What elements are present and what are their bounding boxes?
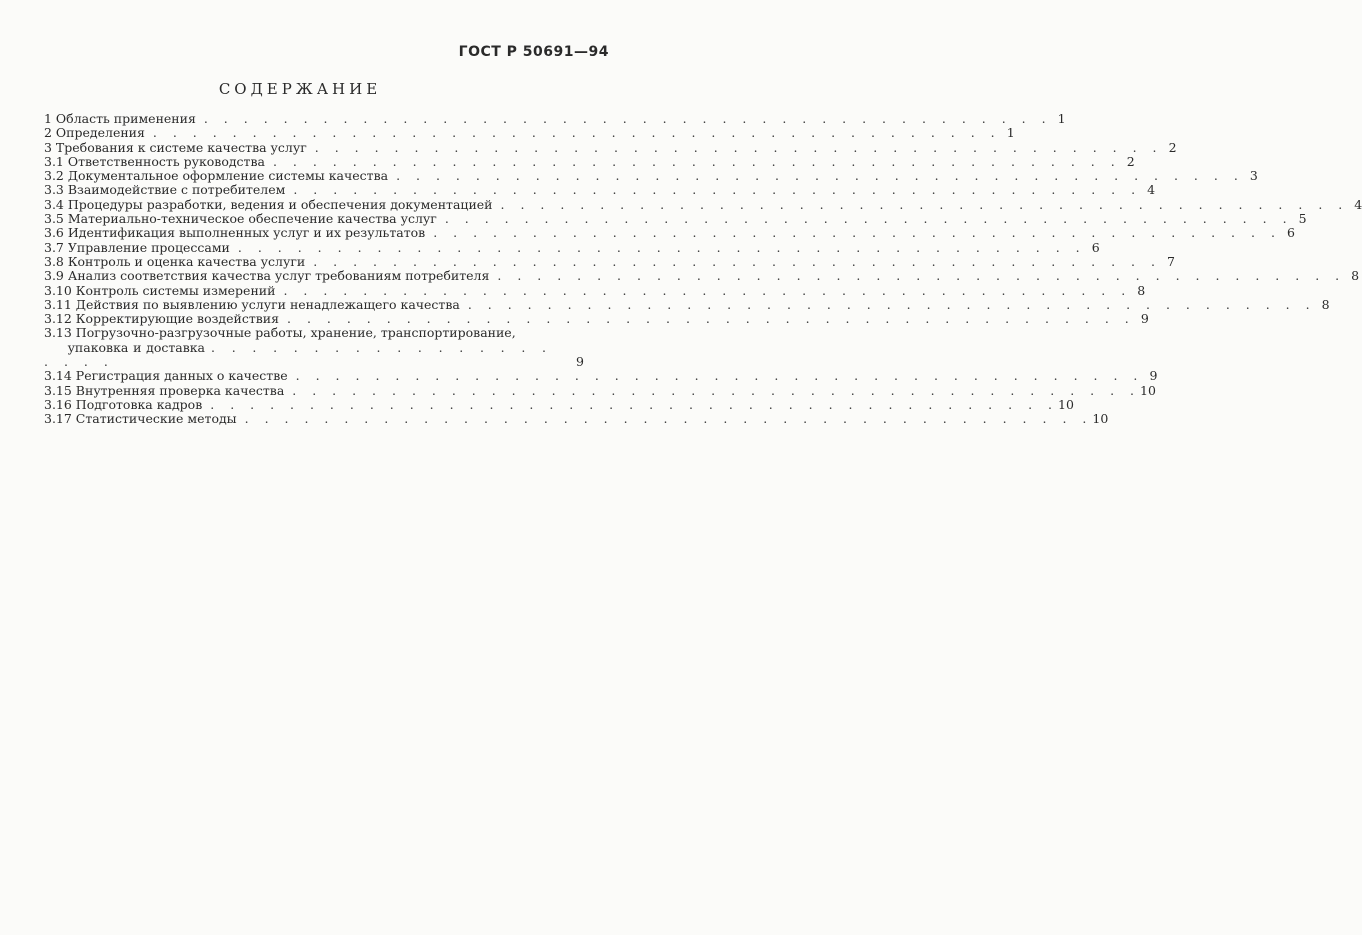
toc-entry-page: 9 [1140,311,1149,327]
toc-entry-12 [44,268,1360,284]
dot-leader: . . . . . . . . . . . . . . . . . . . . . . . . . . . . . . . . . . . . . . . . . . . [396,168,1244,184]
toc-entry-label: 3.4 Процедуры разработки, ведения и обеспечения документацией [44,196,493,212]
toc-entry-label: 3.11 Действия по выявлению услуги ненадлежащего качества [44,296,460,312]
toc-entry-20 [44,411,1109,427]
toc-entry-9 [44,225,1295,241]
toc-entry-18 [44,382,1156,398]
toc-entry-page: 2 [1168,139,1177,155]
dot-leader: . . . . . . . . . . . . . . . . . . . . . . . . . . . . . . . . . . . . . . . . . . . [203,111,1052,126]
toc-entry-6 [44,182,1156,198]
toc-entry-page: 6 [1091,239,1100,255]
dot-leader: . . . . . . . . . . . . . . . . . . . . . . . . . . . . . . . . . . . . . . . . . . . [293,182,1142,198]
toc-entry-label: 3.2 Документальное оформление системы качества [44,168,389,184]
toc-entry-page: 2 [1126,153,1135,169]
toc-entry-page: 5 [1298,211,1307,227]
dot-leader: . . . . . . . . . . . . . . . . . . . . . . . . . . . . . . . . . . . . . . . . . . . [244,411,1093,427]
toc-entry-page: 3 [1249,168,1258,184]
toc-entry-page: 9 [1149,368,1158,384]
toc-entry-label: 3.6 Идентификация выполненных услуг и их результатов [44,225,426,241]
toc-entry-page: 8 [1351,268,1360,284]
toc-title: СОДЕРЖАНИЕ [218,80,382,98]
toc-entry-2 [44,125,1015,141]
dot-leader: . . . . . . . . . . . . . . . . . . . . . . . . . . . . . . . . . . . . . . . . . . . [272,153,1121,169]
dot-leader: . . . . . . . . . . . . . . . . . . . . . . . . . . . . . . . . . . . . . . . . . . . [467,296,1316,312]
dot-leader: . . . . . . . . . . . . . . . . . . . . . [44,339,552,370]
toc-entry-label: 3.3 Взаимодействие с потребителем [44,182,286,198]
toc-entry-page: 10 [1092,411,1109,427]
toc-entry-4 [44,153,1135,169]
dot-leader: . . . . . . . . . . . . . . . . . . . . . . . . . . . . . . . . . . . . . . . . . . . [313,253,1161,269]
dot-leader: . . . . . . . . . . . . . . . . . . . . . . . . . . . . . . . . . . . . . . . . . . . [314,139,1163,155]
toc-entry-page: 10 [1058,396,1074,412]
toc-entry-label-line1: 3.13 Погрузочно-разгрузочные работы, хранение, транспортирование, [44,325,516,341]
toc-entry-16 [44,326,584,369]
toc-entry-8 [44,211,1307,227]
dot-leader: . . . . . . . . . . . . . . . . . . . . . . . . . . . . . . . . . . . . . . . . . . . [433,225,1281,241]
toc-entry-label: 1 Область применения [44,111,196,126]
dot-leader: . . . . . . . . . . . . . . . . . . . . . . . . . . . . . . . . . . . . . . . . . . . [287,311,1135,327]
toc-entry-19 [44,396,1074,412]
toc-entry-page: 7 [1167,253,1175,269]
toc-entry-label-line2-text: упаковка и доставка [67,339,206,355]
dot-leader: . . . . . . . . . . . . . . . . . . . . . . . . . . . . . . . . . . . . . . . . . . . [283,282,1132,298]
toc-entry-10 [44,239,1100,255]
toc-entry-label: 3.9 Анализ соответствия качества услуг требованиям потребителя [44,268,490,284]
dot-leader: . . . . . . . . . . . . . . . . . . . . . . . . . . . . . . . . . . . . . . . . . . . [500,196,1349,212]
dot-leader: . . . . . . . . . . . . . . . . . . . . . . . . . . . . . . . . . . . . . . . . . . . [295,368,1144,384]
dot-leader: . . . . . . . . . . . . . . . . . . . . . . . . . . . . . . . . . . . . . . . . . . . [444,211,1293,227]
toc-entry-label [44,326,570,369]
toc-entry-11 [44,253,1175,269]
dot-leader: . . . . . . . . . . . . . . . . . . . . . . . . . . . . . . . . . . . . . . . . . . . [497,268,1346,284]
toc-entry-14 [44,296,1330,312]
toc-entry-5 [44,168,1258,184]
toc-entry-label: 3.7 Управление процессами [44,239,230,255]
toc-entry-page: 9 [576,354,584,370]
document-code: ГОСТ Р 50691—94 [458,44,609,60]
toc-entry-page: 8 [1137,282,1146,298]
toc-entry-label: 3.15 Внутренняя проверка качества [44,382,285,398]
toc-entry-page: 4 [1147,182,1156,198]
toc-entry-page: 1 [1006,125,1015,141]
toc-entry-3 [44,139,1177,155]
dot-leader: . . . . . . . . . . . . . . . . . . . . . . . . . . . . . . . . . . . . . . . . . . . [152,125,1001,141]
toc-entry-label: 3.17 Статистические методы [44,411,237,427]
toc-entry-label: 2 Определения [44,125,145,141]
toc-entry-page: 6 [1286,225,1295,241]
toc-entry-label-line2 [44,341,552,370]
table-of-contents [44,111,1362,427]
toc-entry-1 [44,111,1066,126]
toc-entry-label: 3.14 Регистрация данных о качестве [44,368,288,384]
toc-entry-label: 3.16 Подготовка кадров [44,396,203,412]
toc-entry-page: 1 [1057,111,1066,126]
toc-entry-15 [44,311,1149,327]
toc-entry-label: 3.12 Корректирующие воздействия [44,311,280,327]
dot-leader: . . . . . . . . . . . . . . . . . . . . . . . . . . . . . . . . . . . . . . . . . . . [210,396,1058,412]
toc-entry-label: 3 Требования к системе качества услуг [44,139,307,155]
toc-entry-page: 4 [1354,196,1362,212]
toc-entry-13 [44,282,1146,298]
toc-entry-label: 3.5 Материально-техническое обеспечение качества услуг [44,211,437,227]
toc-entry-7 [44,196,1362,212]
toc-entry-17 [44,368,1158,384]
dot-leader: . . . . . . . . . . . . . . . . . . . . . . . . . . . . . . . . . . . . . . . . . . . [292,382,1141,398]
toc-entry-label: 3.1 Ответственность руководства [44,153,265,169]
dot-leader: . . . . . . . . . . . . . . . . . . . . . . . . . . . . . . . . . . . . . . . . . . . [237,239,1086,255]
toc-entry-label: 3.8 Контроль и оценка качества услуги [44,253,306,269]
toc-entry-page: 8 [1321,296,1330,312]
toc-entry-page: 10 [1140,382,1156,398]
toc-entry-label: 3.10 Контроль системы измерений [44,282,276,298]
